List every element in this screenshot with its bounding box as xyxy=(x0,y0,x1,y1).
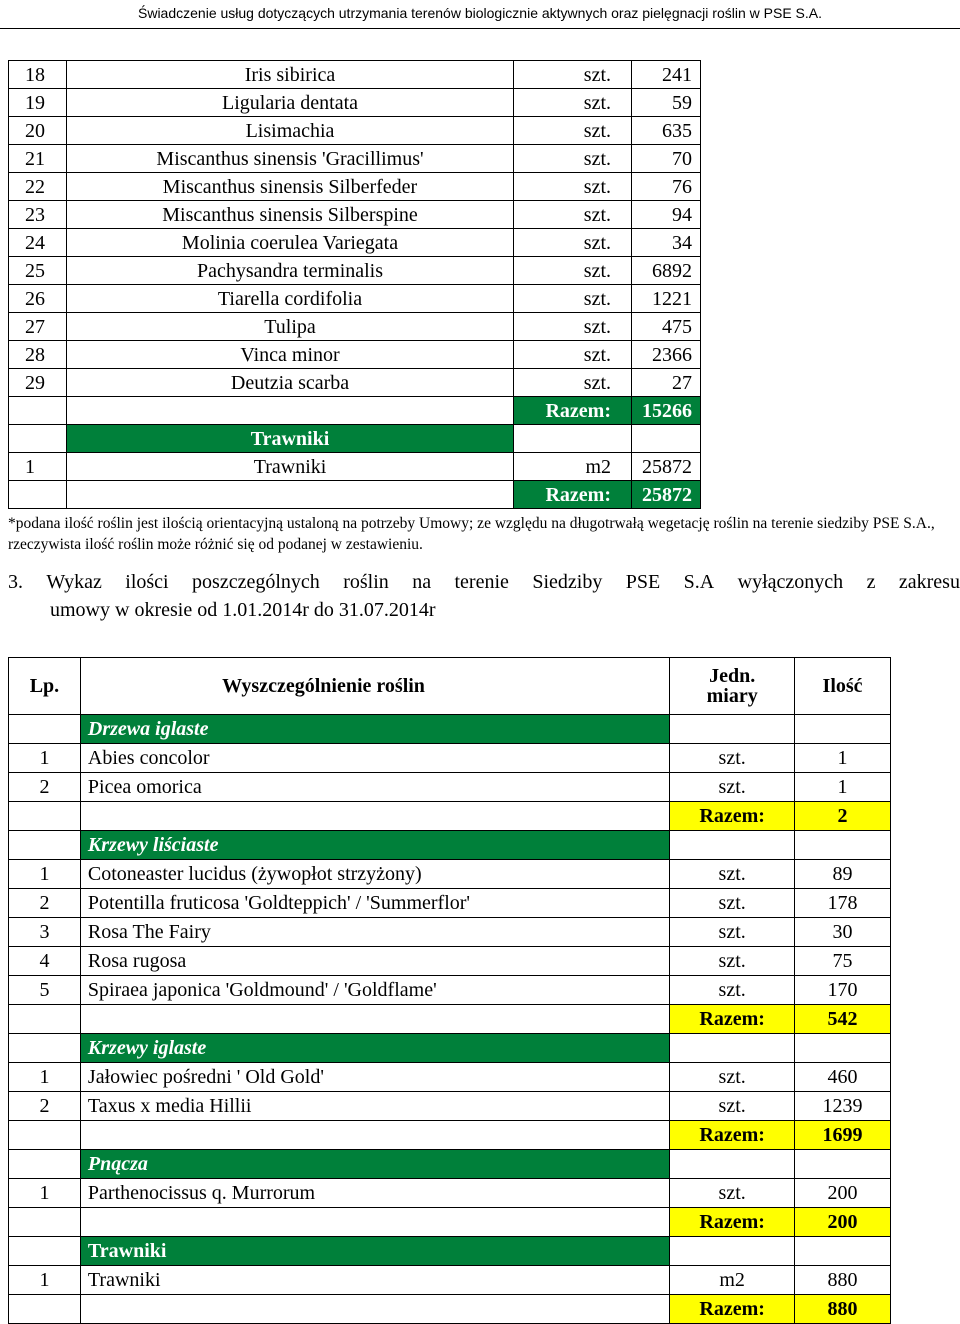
total-row xyxy=(9,481,701,509)
header-name xyxy=(80,658,669,715)
row-number: 2 xyxy=(9,773,81,802)
total-value: 2 xyxy=(795,802,891,831)
table-row xyxy=(9,369,701,397)
empty-cell xyxy=(80,802,669,831)
row-number: 27 xyxy=(9,313,67,341)
empty-cell xyxy=(514,425,632,453)
empty-cell xyxy=(9,715,81,744)
unit: szt. xyxy=(670,1063,795,1092)
table-row xyxy=(9,947,891,976)
row-number: 21 xyxy=(9,145,67,173)
table-row xyxy=(9,173,701,201)
empty-cell xyxy=(670,715,795,744)
plant-name: Miscanthus sinensis Silberfeder xyxy=(66,173,513,201)
row-number: 23 xyxy=(9,201,67,229)
section-word: z xyxy=(866,571,876,593)
empty-cell xyxy=(9,1237,81,1266)
category-title: Krzewy liściaste xyxy=(80,831,669,860)
quantity: 200 xyxy=(795,1179,891,1208)
table-row xyxy=(9,889,891,918)
unit: szt. xyxy=(514,285,632,313)
row-number: 28 xyxy=(9,341,67,369)
row-number: 1 xyxy=(9,1063,81,1092)
empty-cell xyxy=(9,1121,81,1150)
empty-cell xyxy=(670,1237,795,1266)
quantity: 59 xyxy=(632,89,701,117)
category-title: Drzewa iglaste xyxy=(80,715,669,744)
header-lp: Lp. xyxy=(9,658,81,715)
table-row xyxy=(9,341,701,369)
empty-cell xyxy=(9,397,67,425)
quantity: 27 xyxy=(632,369,701,397)
empty-cell xyxy=(795,831,891,860)
unit: szt. xyxy=(670,860,795,889)
unit: szt. xyxy=(514,145,632,173)
row-number: 1 xyxy=(9,1266,81,1295)
row-number: 2 xyxy=(9,1092,81,1121)
section-word: PSE xyxy=(625,571,661,593)
total-value: 25872 xyxy=(632,481,701,509)
section-word: poszczególnych xyxy=(192,571,320,593)
total-label: Razem: xyxy=(670,1295,795,1324)
unit: szt. xyxy=(670,976,795,1005)
unit: m2 xyxy=(514,453,632,481)
quantity: 170 xyxy=(795,976,891,1005)
table-row xyxy=(9,976,891,1005)
plant-name: Lisimachia xyxy=(66,117,513,145)
table-row xyxy=(9,453,701,481)
total-row xyxy=(9,1295,891,1324)
document-header: Świadczenie usług dotyczących utrzymania terenów biologicznie aktywnych oraz pielęgnacji roślin w PSE S.A. xyxy=(138,5,822,21)
row-number: 1 xyxy=(9,1179,81,1208)
category-title: Trawniki xyxy=(66,425,513,453)
empty-cell xyxy=(9,1150,81,1179)
table-row xyxy=(9,201,701,229)
unit: szt. xyxy=(670,1179,795,1208)
quantity: 1239 xyxy=(795,1092,891,1121)
unit: szt. xyxy=(514,61,632,89)
empty-cell xyxy=(9,831,81,860)
row-number: 20 xyxy=(9,117,67,145)
total-row xyxy=(9,802,891,831)
plant-name: Tiarella cordifolia xyxy=(66,285,513,313)
header-name-text: Wyszczególnienie roślin xyxy=(222,675,425,697)
category-title: Pnącza xyxy=(80,1150,669,1179)
plant-name: Trawniki xyxy=(66,453,513,481)
plant-name: Picea omorica xyxy=(80,773,669,802)
section-number: 3. xyxy=(8,571,23,593)
empty-cell xyxy=(9,425,67,453)
quantity: 1 xyxy=(795,773,891,802)
total-value: 200 xyxy=(795,1208,891,1237)
empty-cell xyxy=(632,425,701,453)
plant-name: Trawniki xyxy=(80,1266,669,1295)
empty-cell xyxy=(9,1208,81,1237)
quantity: 6892 xyxy=(632,257,701,285)
unit: szt. xyxy=(514,173,632,201)
header-qty: Ilość xyxy=(795,658,891,715)
plant-name: Rosa rugosa xyxy=(80,947,669,976)
plants-table-continued xyxy=(8,60,701,509)
section-word: ilości xyxy=(125,571,169,593)
empty-cell xyxy=(9,1005,81,1034)
section-word: Siedziby xyxy=(532,571,603,593)
section-word: terenie xyxy=(454,571,509,593)
unit: szt. xyxy=(514,369,632,397)
header-unit-line1: Jedn. xyxy=(709,665,756,687)
row-number: 25 xyxy=(9,257,67,285)
plant-name: Ligularia dentata xyxy=(66,89,513,117)
quantity: 76 xyxy=(632,173,701,201)
plant-name: Spiraea japonica 'Goldmound' / 'Goldflame' xyxy=(80,976,669,1005)
plant-name: Molinia coerulea Variegata xyxy=(66,229,513,257)
row-number: 26 xyxy=(9,285,67,313)
empty-cell xyxy=(670,831,795,860)
quantity: 1221 xyxy=(632,285,701,313)
empty-cell xyxy=(9,481,67,509)
table-row xyxy=(9,285,701,313)
empty-cell xyxy=(795,1034,891,1063)
empty-cell xyxy=(66,481,513,509)
row-number: 2 xyxy=(9,889,81,918)
row-number: 3 xyxy=(9,918,81,947)
quantity: 2366 xyxy=(632,341,701,369)
row-number: 18 xyxy=(9,61,67,89)
total-label: Razem: xyxy=(514,481,632,509)
total-label: Razem: xyxy=(670,1208,795,1237)
empty-cell xyxy=(9,802,81,831)
table-row xyxy=(9,773,891,802)
quantity: 880 xyxy=(795,1266,891,1295)
section-word: roślin xyxy=(343,571,389,593)
quantity: 89 xyxy=(795,860,891,889)
empty-cell xyxy=(66,397,513,425)
empty-cell xyxy=(670,1150,795,1179)
header-unit-line2: miary xyxy=(706,685,758,707)
total-label: Razem: xyxy=(514,397,632,425)
total-label: Razem: xyxy=(670,802,795,831)
table-row xyxy=(9,1179,891,1208)
section-word: zakresu xyxy=(898,571,960,593)
table-row xyxy=(9,145,701,173)
section-word: Wykaz xyxy=(46,571,102,593)
quantity: 460 xyxy=(795,1063,891,1092)
plant-name: Cotoneaster lucidus (żywopłot strzyżony) xyxy=(80,860,669,889)
table-row xyxy=(9,89,701,117)
row-number: 5 xyxy=(9,976,81,1005)
table-row xyxy=(9,117,701,145)
empty-cell xyxy=(670,1034,795,1063)
unit: szt. xyxy=(670,947,795,976)
header-unit xyxy=(670,658,795,715)
empty-cell xyxy=(80,1121,669,1150)
unit: szt. xyxy=(670,773,795,802)
total-value: 1699 xyxy=(795,1121,891,1150)
empty-cell xyxy=(795,1150,891,1179)
row-number: 22 xyxy=(9,173,67,201)
quantity: 475 xyxy=(632,313,701,341)
total-row xyxy=(9,1121,891,1150)
category-row xyxy=(9,1150,891,1179)
quantity: 25872 xyxy=(632,453,701,481)
quantity: 30 xyxy=(795,918,891,947)
table-row xyxy=(9,257,701,285)
table-row xyxy=(9,744,891,773)
table-row xyxy=(9,918,891,947)
plant-name: Abies concolor xyxy=(80,744,669,773)
plant-name: Taxus x media Hillii xyxy=(80,1092,669,1121)
unit: szt. xyxy=(514,89,632,117)
quantity: 75 xyxy=(795,947,891,976)
table-row xyxy=(9,61,701,89)
unit: szt. xyxy=(514,313,632,341)
category-title: Krzewy iglaste xyxy=(80,1034,669,1063)
total-value: 542 xyxy=(795,1005,891,1034)
unit: szt. xyxy=(670,744,795,773)
total-label: Razem: xyxy=(670,1005,795,1034)
section-word: S.A xyxy=(683,571,715,593)
section-word: wyłączonych xyxy=(737,571,844,593)
plant-name: Rosa The Fairy xyxy=(80,918,669,947)
empty-cell xyxy=(9,1034,81,1063)
quantity: 635 xyxy=(632,117,701,145)
row-number: 29 xyxy=(9,369,67,397)
section-heading xyxy=(8,568,960,624)
quantity: 94 xyxy=(632,201,701,229)
unit: m2 xyxy=(670,1266,795,1295)
quantity: 241 xyxy=(632,61,701,89)
total-value: 15266 xyxy=(632,397,701,425)
category-title: Trawniki xyxy=(80,1237,669,1266)
row-number: 1 xyxy=(9,860,81,889)
unit: szt. xyxy=(514,229,632,257)
table-row xyxy=(9,229,701,257)
table-row xyxy=(9,1063,891,1092)
excluded-plants-table xyxy=(8,657,891,1324)
plant-name: Tulipa xyxy=(66,313,513,341)
plant-name: Potentilla fruticosa 'Goldteppich' / 'Summerflor' xyxy=(80,889,669,918)
row-number: 1 xyxy=(9,744,81,773)
row-number: 1 xyxy=(9,453,67,481)
plant-name: Pachysandra terminalis xyxy=(66,257,513,285)
total-row xyxy=(9,1208,891,1237)
header-row xyxy=(9,658,891,715)
plant-name: Iris sibirica xyxy=(66,61,513,89)
category-row xyxy=(9,831,891,860)
total-value: 880 xyxy=(795,1295,891,1324)
empty-cell xyxy=(80,1005,669,1034)
total-row xyxy=(9,397,701,425)
plant-name: Deutzia scarba xyxy=(66,369,513,397)
category-row xyxy=(9,715,891,744)
total-row xyxy=(9,1005,891,1034)
plant-name: Vinca minor xyxy=(66,341,513,369)
category-row xyxy=(9,1034,891,1063)
unit: szt. xyxy=(514,117,632,145)
table-row xyxy=(9,860,891,889)
unit: szt. xyxy=(514,257,632,285)
unit: szt. xyxy=(514,341,632,369)
section-word: na xyxy=(412,571,432,593)
unit: szt. xyxy=(670,918,795,947)
section-heading-line2: umowy w okresie od 1.01.2014r do 31.07.2014r xyxy=(50,599,436,621)
unit: szt. xyxy=(670,889,795,918)
quantity: 34 xyxy=(632,229,701,257)
header-divider xyxy=(0,28,960,29)
empty-cell xyxy=(9,1295,81,1324)
empty-cell xyxy=(80,1295,669,1324)
table-row xyxy=(9,313,701,341)
unit: szt. xyxy=(670,1092,795,1121)
category-row xyxy=(9,425,701,453)
quantity: 178 xyxy=(795,889,891,918)
footnote: *podana ilość roślin jest ilością orientacyjną ustaloną na potrzeby Umowy; ze względu na długotrwałą wegetację roślin na terenie siedziby PSE S.A., rzeczywista ilość roślin może różnić się od podanej w zestawieniu. xyxy=(8,515,935,553)
row-number: 24 xyxy=(9,229,67,257)
quantity: 70 xyxy=(632,145,701,173)
table-row xyxy=(9,1266,891,1295)
row-number: 4 xyxy=(9,947,81,976)
plant-name: Jałowiec pośredni ' Old Gold' xyxy=(80,1063,669,1092)
unit: szt. xyxy=(514,201,632,229)
table-row xyxy=(9,1092,891,1121)
plant-name: Miscanthus sinensis 'Gracillimus' xyxy=(66,145,513,173)
total-label: Razem: xyxy=(670,1121,795,1150)
empty-cell xyxy=(80,1208,669,1237)
empty-cell xyxy=(795,1237,891,1266)
category-row xyxy=(9,1237,891,1266)
plant-name: Parthenocissus q. Murrorum xyxy=(80,1179,669,1208)
empty-cell xyxy=(795,715,891,744)
plant-name: Miscanthus sinensis Silberspine xyxy=(66,201,513,229)
quantity: 1 xyxy=(795,744,891,773)
row-number: 19 xyxy=(9,89,67,117)
